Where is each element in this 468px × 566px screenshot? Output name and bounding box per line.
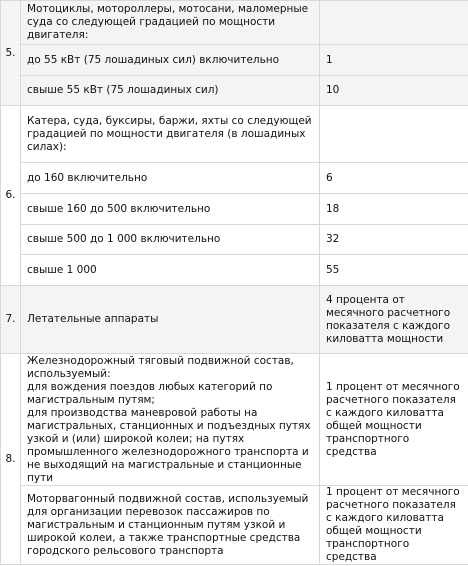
row-heading: Катера, суда, буксиры, баржи, яхты со следующей градацией по мощности двигателя (в лошадиных силах): <box>21 106 320 163</box>
rate-cell <box>320 1 468 45</box>
table-row <box>1 194 468 225</box>
rate-cell: 1 <box>320 45 468 76</box>
rate-cell: 55 <box>320 255 468 286</box>
item-label: свыше 55 кВт (75 лошадиных сил) <box>21 76 320 106</box>
rate-cell: 18 <box>320 194 468 225</box>
item-label: Летательные аппараты <box>21 286 320 354</box>
table-row <box>1 286 468 354</box>
row-number: 7. <box>1 286 21 354</box>
rate-cell: 32 <box>320 225 468 255</box>
item-label: свыше 500 до 1 000 включительно <box>21 225 320 255</box>
table-row <box>1 1 468 45</box>
row-heading: Мотоциклы, мотороллеры, мотосани, маломерные суда со следующей градацией по мощности двигателя: <box>21 1 320 45</box>
rate-cell <box>320 106 468 163</box>
rate-cell: 4 процента от месячного расчетного показателя с каждого киловатта мощности <box>320 286 468 354</box>
item-label: Железнодорожный тяговый подвижной состав, используемый: для вождения поездов любых категорий по магистральным путям; для производства маневровой работы на магистральных, станционных и подъездных путях узкой и (или) широкой колеи; на путях промышленного железнодорожного транспорта и не выходящий на магистральные и станционные пути <box>21 354 320 486</box>
item-label: Моторвагонный подвижной состав, используемый для организации перевозок пассажиров по магистральным и станционным путям узкой и широкой колеи, а также транспортные средства городского рельсового транспорта <box>21 486 320 565</box>
rate-cell: 6 <box>320 163 468 194</box>
row-number: 8. <box>1 354 21 565</box>
table-row <box>1 354 468 486</box>
table-row <box>1 45 468 76</box>
rate-cell: 1 процент от месячного расчетного показателя с каждого киловатта общей мощности транспортного средства <box>320 486 468 565</box>
table-row <box>1 106 468 163</box>
table-row <box>1 225 468 255</box>
table-row <box>1 163 468 194</box>
table-row <box>1 76 468 106</box>
item-label: свыше 160 до 500 включительно <box>21 194 320 225</box>
item-label: до 160 включительно <box>21 163 320 194</box>
rate-cell: 1 процент от месячного расчетного показателя с каждого киловатта общей мощности транспортного средства <box>320 354 468 486</box>
item-label: до 55 кВт (75 лошадиных сил) включительно <box>21 45 320 76</box>
row-number: 5. <box>1 1 21 106</box>
item-label: свыше 1 000 <box>21 255 320 286</box>
table-row <box>1 486 468 565</box>
row-number: 6. <box>1 106 21 286</box>
rate-cell: 10 <box>320 76 468 106</box>
table-row <box>1 255 468 286</box>
